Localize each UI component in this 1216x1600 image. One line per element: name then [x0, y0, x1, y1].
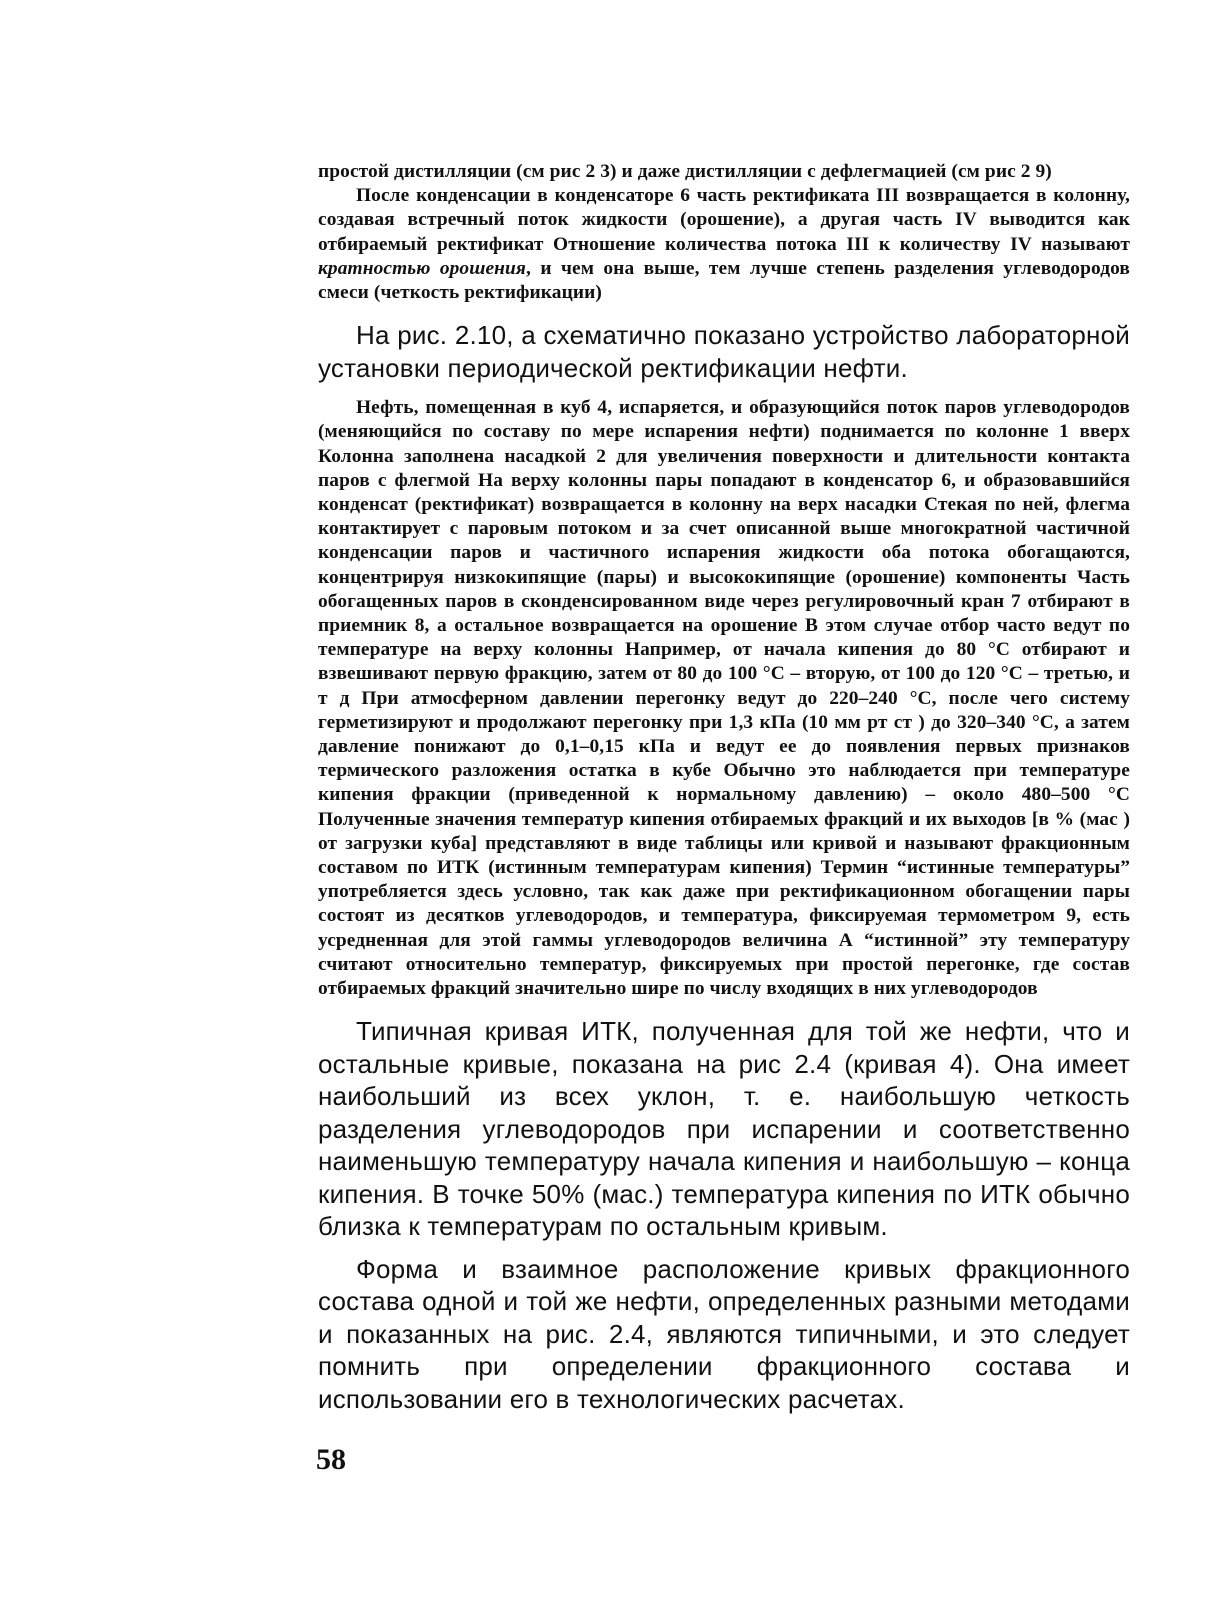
paragraph-curve-shape: Форма и взаимное расположение кривых фракционного состава одной и той же нефти, определенных разными методами и показанных на рис. 2.4, являются типичными, и это следует помнить при определении фракционного состава и использовании его в технологических расчетах. [318, 1253, 1130, 1414]
page-number: 58 [316, 1443, 346, 1476]
page-body [318, 160, 1130, 1415]
paragraph-text: , и чем она выше, тем лучше степень разделения углеводородов смеси (четкость ректификации) [318, 257, 1130, 304]
paragraph-continuation: простой дистилляции (см рис 2 3) и даже дистилляции с дефлегмацией (см рис 2 9) [318, 161, 1052, 182]
paragraph-itk-curve: Типичная кривая ИТК, полученная для той же нефти, что и остальные кривые, показана на рис 2.4 (кривая 4). Она имеет наибольший из всех уклон, т. е. наибольшую четкость разделения углеводородов при испарении и соответственно наименьшую температуру начала кипения и наибольшую – конца кипения. В точке 50% (мас.) температура кипения по ИТК обычно близка к температурам по остальным кривым. [318, 1016, 1130, 1242]
paragraph-rectification-process: Нефть, помещенная в куб 4, испаряется, и образующийся поток паров углеводородов (меняющийся по составу по мере испарения нефти) поднимается по колонне 1 вверх Колонна заполнена насадкой 2 для увеличения поверхности и длительности контакта паров с флегмой На верху колонны пары попадают в конденсатор 6, и образовавшийся конденсат (ректификат) возвращается в колонну на верх насадки Стекая по ней, флегма контактирует с паровым потоком и за счет описанной выше многократной частичной конденсации паров и частичного испарения жидкости оба потока обогащаются, концентрируя низкокипящие (пары) и высококипящие (орошение) компоненты Часть обогащенных паров в сконденсированном виде через регулировочный кран 7 отбирают в приемник 8, а остальное возвращается на орошение В этом случае отбор часто ведут по температуре на верху колонны Например, от начала кипения до 80 °С отбирают и взвешивают первую фракцию, затем от 80 до 100 °С – вторую, от 100 до 120 °С – третью, и т д При атмосферном давлении перегонку ведут до 220–240 °С, после чего систему герметизируют и продолжают перегонку при 1,3 кПа (10 мм рт ст ) до 320–340 °С, а затем давление понижают до 0,1–0,15 кПа и ведут ее до появления первых признаков термического разложения остатка в кубе Обычно это наблюдается при температуре кипения фракции (приведенной к нормальному давлению) – около 480–500 °С Полученные значения температур кипения отбираемых фракций и их выходов [в % (мас ) от загрузки куба] представляют в виде таблицы или кривой и называют фракционным составом по ИТК (истинным температурам кипения) Термин “истинные температуры” употребляется здесь условно, так как даже при ректификационном обогащении пары состоят из десятков углеводородов, и температура, фиксируемая термометром 9, есть усредненная для этой гаммы углеводородов величина А “истинной” эту температуру считают относительно температур, фиксируемых при простой перегонке, где состав отбираемых фракций значительно шире по числу входящих в них углеводородов [318, 397, 1130, 1000]
paragraph-condensation [318, 184, 1130, 305]
paragraph-text: После конденсации в конденсаторе 6 часть ректификата III возвращается в колонну, создавая встречный поток жидкости (орошение), а другая часть IV выводится как отбираемый ректификат Отношение количества потока III к количеству IV называют [318, 185, 1130, 255]
paragraph-lab-setup: На рис. 2.10, а схематично показано устройство лабораторной установки периодической ректификации нефти. [318, 320, 1130, 383]
term-reflux-ratio: кратностью орошения [318, 257, 527, 279]
